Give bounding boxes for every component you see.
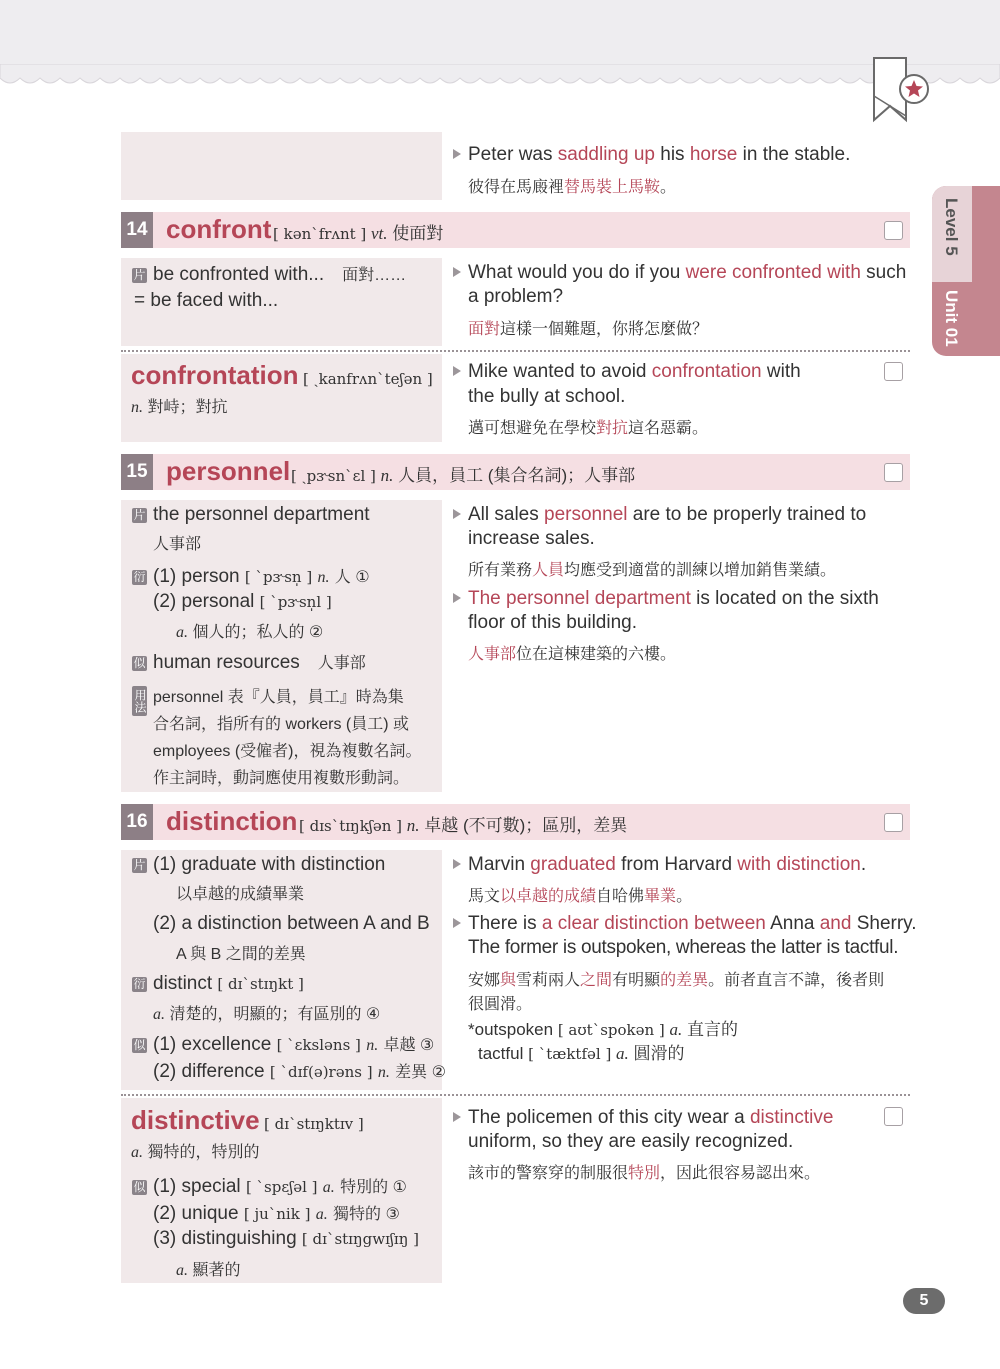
- checkbox-16[interactable]: [884, 813, 903, 832]
- usage-line-2: 合名詞，指所有的 workers (員工) 或: [153, 716, 410, 733]
- sub-example-en-line1: Mike wanted to avoid confrontation with: [453, 361, 801, 383]
- note-2: tactful [ `tæktfəl ] a. 圓滑的: [478, 1044, 685, 1063]
- unit-label: Unit 01: [942, 290, 961, 347]
- headword: distinction: [166, 806, 298, 836]
- headword: confront: [166, 214, 272, 244]
- sub-synonym-1: 似 (1) special [ `spɛʃəl ] a. 特別的 ①: [133, 1176, 407, 1197]
- phrase-icon: 片: [133, 268, 146, 282]
- example-1-en-line2: increase sales.: [468, 528, 595, 549]
- example-en-line1: What would you do if you were confronted with such: [453, 262, 906, 284]
- bookmark-star-icon: [868, 56, 932, 126]
- divider: [121, 1094, 910, 1096]
- usage-line-1: personnel 表『人員，員工』時為集: [153, 689, 404, 706]
- prev-example-zh: 彼得在馬廄裡替馬裝上馬鞍。: [468, 179, 677, 196]
- entry-number: 14: [121, 212, 153, 248]
- sub-example-en-line2: the bully at school.: [468, 386, 626, 407]
- sub-example-zh: 該市的警察穿的制服很特別，因此很容易認出來。: [468, 1165, 821, 1182]
- checkbox-distinctive[interactable]: [884, 1107, 903, 1126]
- synonym-icon: 似: [133, 656, 146, 670]
- headword-info: [ dɪs`tɪŋkʃən ] n. 卓越 (不可數)；區別，差異: [299, 816, 628, 835]
- synonym-2: (2) difference [ `dɪf(ə)rəns ] n. 差異 ②: [153, 1061, 446, 1082]
- example-2-en-line1: There is a clear distinction between Anna and Sherry.: [453, 913, 917, 935]
- entry-16-header: [121, 804, 910, 840]
- example-1-zh: 馬文以卓越的成績自哈佛畢業。: [468, 888, 693, 905]
- note-1: *outspoken [ aʊt`spokən ] a. 直言的: [468, 1020, 739, 1039]
- page-number: 5: [903, 1288, 945, 1314]
- headword-info: [ ˏpɝsn`ɛl ] n. 人員，員工 (集合名詞)；人事部: [291, 466, 636, 485]
- divider: [121, 350, 910, 352]
- example-2-en-line1: The personnel department is located on the sixth: [453, 588, 879, 610]
- sub-example-en-line2: uniform, so they are easily recognized.: [468, 1131, 794, 1152]
- phrase-alt: = be faced with...: [134, 290, 279, 311]
- example-1-en-line1: All sales personnel are to be properly trained to: [453, 504, 866, 526]
- example-1-en: Marvin graduated from Harvard with distinction.: [453, 854, 866, 876]
- sub-meaning: n. 對峙；對抗: [131, 399, 228, 416]
- derivative-icon: 衍: [133, 570, 146, 584]
- checkbox-confrontation[interactable]: [884, 362, 903, 381]
- prev-example-en: Peter was saddling up his horse in the stable.: [453, 144, 850, 166]
- derivative-1: 衍 (1) person [ `pɝsn̩ ] n. 人 ①: [133, 566, 370, 587]
- derivative: 衍 distinct [ dɪ`stɪŋkt ]: [133, 973, 304, 994]
- synonym-icon: 似: [133, 1038, 146, 1052]
- synonym-1: 似 (1) excellence [ `ɛksləns ] n. 卓越 ③: [133, 1034, 435, 1055]
- checkbox-15[interactable]: [884, 463, 903, 482]
- derivative-meaning: a. 清楚的，明顯的；有區別的 ④: [153, 1006, 381, 1023]
- example-2-en-line2: The former is outspoken, whereas the latter is tactful.: [468, 937, 899, 958]
- entry-number: 15: [121, 454, 153, 490]
- synonym-icon: 似: [133, 1180, 146, 1194]
- example-2-zh-line2: 很圓滑。: [468, 996, 533, 1013]
- example-en-line2: a problem?: [468, 286, 564, 307]
- sub-example-en-line1: The policemen of this city wear a distinctive: [453, 1107, 833, 1129]
- phrase-line: 片 the personnel department: [133, 504, 370, 525]
- entry-15-header: [121, 454, 910, 490]
- example-2-en-line2: floor of this building.: [468, 612, 637, 633]
- example-zh: 面對這樣一個難題，你將怎麼做？: [468, 321, 709, 338]
- scalloped-edge: [0, 64, 1000, 92]
- example-2-zh: 人事部位在這棟建築的六樓。: [468, 646, 677, 663]
- sub-meaning: a. 獨特的，特別的: [131, 1144, 260, 1161]
- synonym-line: 似 human resources 人事部: [133, 652, 366, 673]
- sub-synonym-2: (2) unique [ ju`nik ] a. 獨特的 ③: [153, 1203, 400, 1224]
- derivative-2: (2) personal [ `pɝsn̩l ]: [153, 591, 332, 612]
- phrase-icon: 片: [133, 508, 146, 522]
- usage-line-4: 作主詞時，動詞應使用複數形動詞。: [153, 770, 410, 787]
- headword: personnel: [166, 456, 291, 486]
- checkbox-14[interactable]: [884, 221, 903, 240]
- usage-icon: 用法: [132, 686, 147, 716]
- level-label: Level 5: [942, 198, 961, 256]
- example-2-zh-line1: 安娜與雪莉兩人之間有明顯的差異。前者直言不諱，後者則: [468, 972, 885, 989]
- sub-synonym-3-meaning: a. 顯著的: [176, 1262, 241, 1279]
- derivative-2-meaning: a. 個人的；私人的 ②: [176, 624, 324, 641]
- sub-headword-line: distinctive [ dɪ`stɪŋktɪv ]: [131, 1105, 364, 1135]
- example-1-zh: 所有業務人員均應受到適當的訓練以增加銷售業績。: [468, 562, 837, 579]
- derivative-icon: 衍: [133, 977, 146, 991]
- phrase-1-zh: 以卓越的成績畢業: [176, 886, 305, 903]
- usage-line-3: employees (受僱者)，視為複數名詞。: [153, 743, 422, 760]
- phrase-1: 片 (1) graduate with distinction: [133, 854, 386, 875]
- phrase-icon: 片: [133, 858, 146, 872]
- sub-example-zh: 邁可想避免在學校對抗這名惡霸。: [468, 420, 709, 437]
- entry-14-header: [121, 212, 910, 248]
- phrase-2-zh: A 與 B 之間的差異: [176, 946, 306, 963]
- phrase-zh: 人事部: [153, 536, 202, 553]
- sub-headword-line: confrontation [ ˏkanfrʌn`teʃən ]: [131, 360, 433, 390]
- sub-synonym-3: (3) distinguishing [ dɪ`stɪŋgwɪʃɪŋ ]: [153, 1228, 420, 1249]
- entry-number: 16: [121, 804, 153, 840]
- phrase-line: 片 be confronted with... 面對……: [133, 264, 407, 285]
- side-tab[interactable]: [932, 186, 1000, 356]
- phrase-2: (2) a distinction between A and B: [153, 913, 430, 934]
- headword-info: [ kən`frʌnt ] vt. 使面對: [273, 224, 444, 243]
- prev-left-panel: [121, 132, 442, 200]
